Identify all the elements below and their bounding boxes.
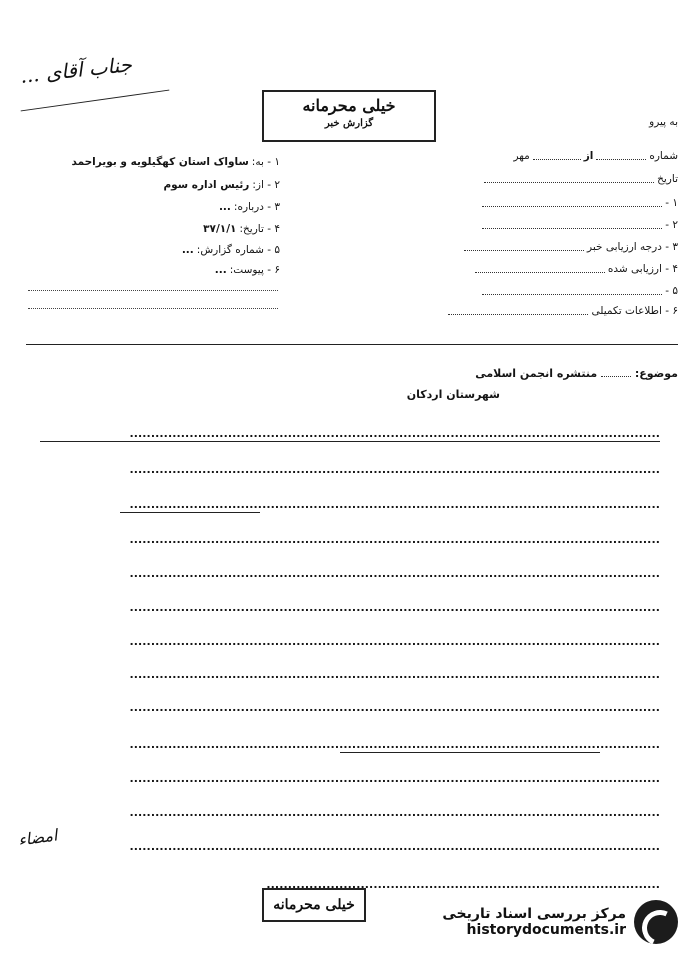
underline-mark-2 xyxy=(120,512,260,513)
stamp-title: خیلی محرمانه xyxy=(302,96,396,115)
right-field-6: ۴ - ارزیابی شده xyxy=(475,263,678,275)
handwriting-stroke xyxy=(21,90,170,112)
right-field-4: ۲ - xyxy=(482,219,678,231)
body-line-13: ............................................................................................................................ xyxy=(129,840,660,853)
right-field-3: ۱ - xyxy=(482,197,678,209)
body-line-11: ............................................................................................................................ xyxy=(129,772,660,785)
left-field-2: ۲ - از: رئیس اداره سوم xyxy=(163,179,280,191)
right-field-8: ۶ - اطلاعات تکمیلی xyxy=(448,305,678,317)
left-field-1: ۱ - به: ساواک استان کهگیلویه و بویراحمد xyxy=(71,156,280,168)
body-line-9: ............................................................................................................................ xyxy=(129,701,660,714)
body-line-3: ............................................................................................................................ xyxy=(129,498,660,511)
body-line-10: ............................................................................................................................ xyxy=(129,738,660,751)
left-field-5: ۵ - شماره گزارش: ... xyxy=(181,244,280,256)
subject-line-2: شهرستان اردکان xyxy=(406,388,500,401)
archive-logo-icon xyxy=(634,900,678,944)
header-divider xyxy=(26,344,678,345)
watermark-url: historydocuments.ir xyxy=(466,922,626,938)
underline-mark-3 xyxy=(340,752,600,753)
left-dotted-line-1 xyxy=(28,290,278,291)
stamp-subtitle: گزارش خبر xyxy=(324,118,374,129)
left-field-4: ۴ - تاریخ: ۳۷/۱/۱ xyxy=(203,223,280,235)
right-field-7: ۵ - xyxy=(482,285,678,297)
body-line-2: ............................................................................................................................ xyxy=(129,463,660,476)
left-dotted-line-2 xyxy=(28,308,278,309)
right-field-2: تاریخ xyxy=(484,173,678,185)
body-line-8: ............................................................................................................................ xyxy=(129,668,660,681)
right-field-5: ۳ - درجه ارزیابی خبر xyxy=(464,241,678,253)
subject-line: موضوع: منتشره انجمن اسلامی xyxy=(475,367,678,380)
body-line-6: ............................................................................................................................ xyxy=(129,601,660,614)
left-field-3: ۳ - درباره: ... xyxy=(218,201,280,213)
body-line-4: ............................................................................................................................ xyxy=(129,533,660,546)
body-line-1: ............................................................................................................................ xyxy=(129,427,660,440)
left-field-6: ۶ - پیوست: ... xyxy=(214,264,280,276)
footer-line: ............................................................................................ xyxy=(266,878,660,891)
body-line-12: ............................................................................................................................ xyxy=(129,806,660,819)
body-line-5: ............................................................................................................................ xyxy=(129,567,660,580)
bottom-stamp: خیلی محرمانه xyxy=(262,888,366,922)
body-line-7: ............................................................................................................................ xyxy=(129,635,660,648)
underline-mark-1 xyxy=(40,441,660,442)
watermark-title: مرکز بررسی اسناد تاریخی xyxy=(442,906,626,922)
handwritten-signature: امضاء xyxy=(16,825,59,850)
watermark-logo xyxy=(442,900,678,944)
handwritten-note-top: جناب آقای ... xyxy=(19,52,133,88)
top-right-label: به پیرو xyxy=(649,116,678,128)
right-field-1: شماره از مهر xyxy=(513,150,678,162)
classification-stamp xyxy=(262,90,436,142)
